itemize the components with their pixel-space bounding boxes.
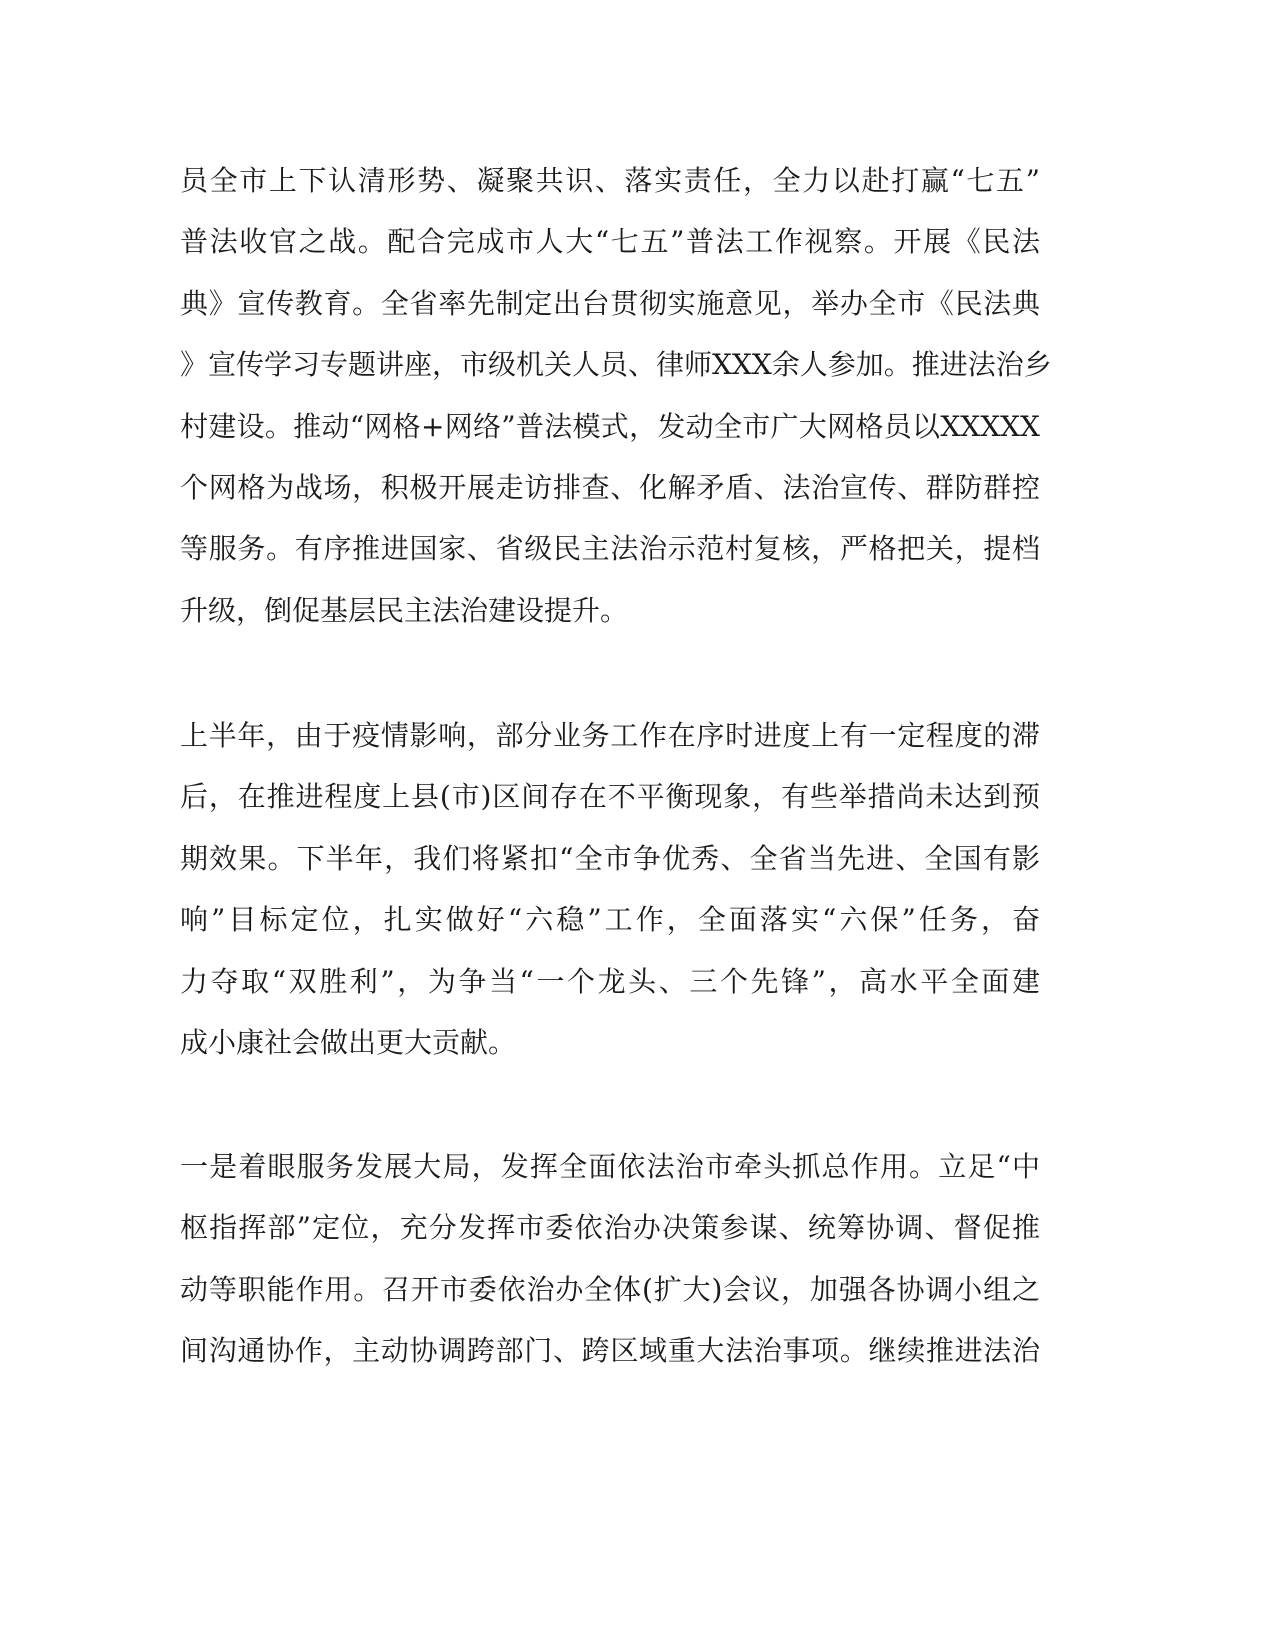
text-line: 间沟通协作，主动协调跨部门、跨区域重大法治事项。继续推进法治 — [180, 1334, 1040, 1368]
text-line: 期效果。下半年，我们将紧扣“全市争优秀、全省当先进、全国有影 — [180, 841, 1040, 875]
text-line: 等服务。有序推进国家、省级民主法治示范村复核，严格把关，提档 — [180, 532, 1040, 566]
text-line: 》宣传学习专题讲座，市级机关人员、律师XXX余人参加。推进法治乡 — [180, 348, 1052, 382]
text-line: 力夺取“双胜利”，为争当“一个龙头、三个先锋”，高水平全面建 — [180, 964, 1040, 998]
text-line: 上半年，由于疫情影响，部分业务工作在序时进度上有一定程度的滞 — [180, 719, 1040, 752]
paragraph-1 — [180, 150, 1052, 641]
text-line: 个网格为战场，积极开展走访排查、化解矛盾、法治宣传、群防群控 — [180, 470, 1040, 504]
paragraph-2 — [180, 705, 1040, 1073]
text-line: 典》宣传教育。全省率先制定出台贯彻实施意见，举办全市《民法典 — [180, 286, 1040, 320]
text-line: 一是着眼服务发展大局，发挥全面依法治市牵头抓总作用。立足“中 — [180, 1150, 1040, 1183]
text-line: 枢指挥部”定位，充分发挥市委依治办决策参谋、统筹协调、督促推 — [180, 1211, 1040, 1245]
text-line: 员全市上下认清形势、凝聚共识、落实责任，全力以赴打赢“七五” — [180, 164, 1040, 197]
text-line: 成小康社会做出更大贡献。 — [180, 1025, 517, 1059]
text-line: 普法收官之战。配合完成市人大“七五”普法工作视察。开展《民法 — [180, 225, 1040, 259]
text-line: 动等职能作用。召开市委依治办全体(扩大)会议，加强各协调小组之 — [180, 1272, 1040, 1306]
text-line: 响”目标定位，扎实做好“六稳”工作，全面落实“六保”任务，奋 — [180, 903, 1040, 937]
text-line: 村建设。推动“网格+网络”普法模式，发动全市广大网格员以XXXXX — [180, 409, 1040, 443]
text-line: 后，在推进程度上县(市)区间存在不平衡现象，有些举措尚未达到预 — [180, 780, 1040, 814]
text-line: 升级，倒促基层民主法治建设提升。 — [180, 593, 629, 627]
paragraph-3 — [180, 1136, 1040, 1382]
